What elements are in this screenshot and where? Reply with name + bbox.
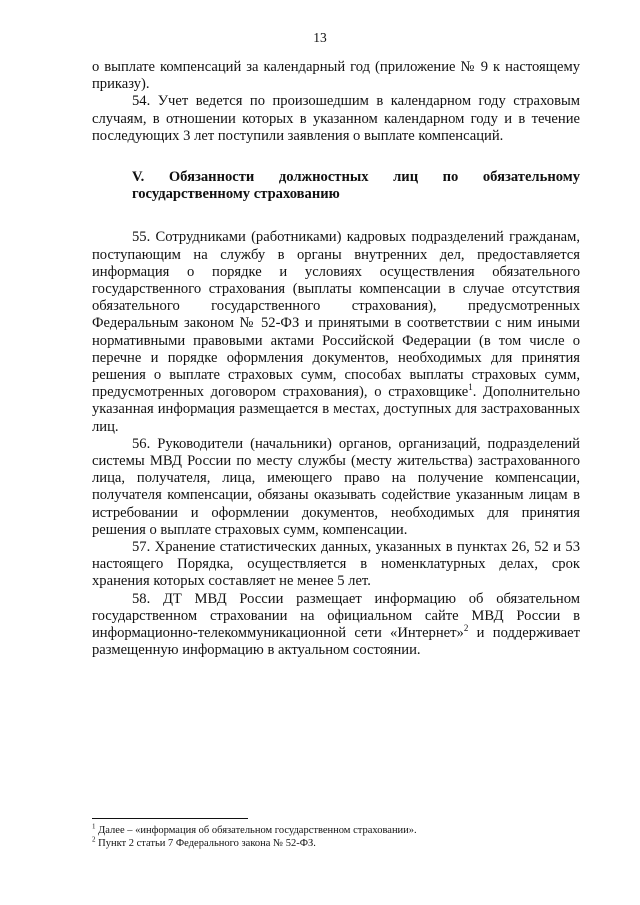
footnote-ref-2: 2 bbox=[463, 623, 469, 634]
paragraph-58-text: 58. ДТ МВД России размещает информацию об обязательном государственном страховании на официальном сайте МВД России в информационно-телекоммуникационной сети «Интернет» bbox=[92, 590, 580, 642]
footnote-1-number: 1 bbox=[92, 822, 96, 831]
paragraph-58-tail: и поддерживает размещенную информацию в актуальном состоянии. bbox=[92, 625, 580, 659]
footnote-1 bbox=[92, 824, 580, 837]
section-title: V. Обязанности должностных лиц по обязательному государственному страхованию bbox=[132, 169, 580, 203]
paragraph-56: 56. Руководители (начальники) органов, организаций, подразделений системы МВД России по месту службы (месту жительства) застрахованного лица, получателя, лица, имеющего право на получение компенсации, получателя компенсации, обязаны оказывать содействие указанным лицам в истребовании и оформлении документов, необходимых для принятия решения о выплате страховых сумм, компенсации. bbox=[92, 435, 580, 538]
footnote-2-text: Пункт 2 статьи 7 Федерального закона № 52-ФЗ. bbox=[95, 838, 316, 849]
document-body bbox=[92, 59, 580, 660]
paragraph-55-tail: . Дополнительно указанная информация размещается в местах, доступных для застрахованных лиц. bbox=[92, 384, 580, 435]
paragraph-57: 57. Хранение статистических данных, указанных в пунктах 26, 52 и 53 настоящего Порядка, осуществляется в номенклатурных делах, срок хранения которых составляет не менее 5 лет. bbox=[92, 539, 580, 590]
footnote-2 bbox=[92, 837, 580, 850]
footnote-1-text: Далее – «информация об обязательном государственном страховании». bbox=[95, 825, 417, 836]
paragraph-55 bbox=[92, 229, 580, 435]
footnotes bbox=[92, 824, 580, 850]
page-number: 13 bbox=[313, 30, 327, 45]
footnote-2-number: 2 bbox=[92, 835, 96, 844]
paragraph-53-continuation: о выплате компенсаций за календарный год (приложение № 9 к настоящему приказу). bbox=[92, 59, 580, 93]
footnote-ref-1: 1 bbox=[468, 382, 473, 393]
paragraph-55-text: 55. Сотрудниками (работниками) кадровых подразделений гражданам, поступающим на службу в органы внутренних дел, предоставляется информация о порядке и условиях осуществления обязательного государственного страхования (выплаты компенсации в случае отсутствия обязательного государственного страхования), предусмотренных Федеральным законом № 52-ФЗ и принятыми в соответствии с ним иными нормативными правовыми актами Российской Федерации (в том числе о перечне и порядке оформления документов, необходимых для принятия решения о выплате страховых сумм, способах выплаты страховых сумм, предусмотренных договором страхования), о страховщике bbox=[92, 229, 580, 401]
footnote-separator bbox=[92, 818, 248, 819]
paragraph-58 bbox=[92, 591, 580, 660]
paragraph-54: 54. Учет ведется по произошедшим в календарном году страховым случаям, в отношении которых в указанном календарном году и в течение последующих 3 лет поступили заявления о выплате компенсаций. bbox=[92, 93, 580, 144]
